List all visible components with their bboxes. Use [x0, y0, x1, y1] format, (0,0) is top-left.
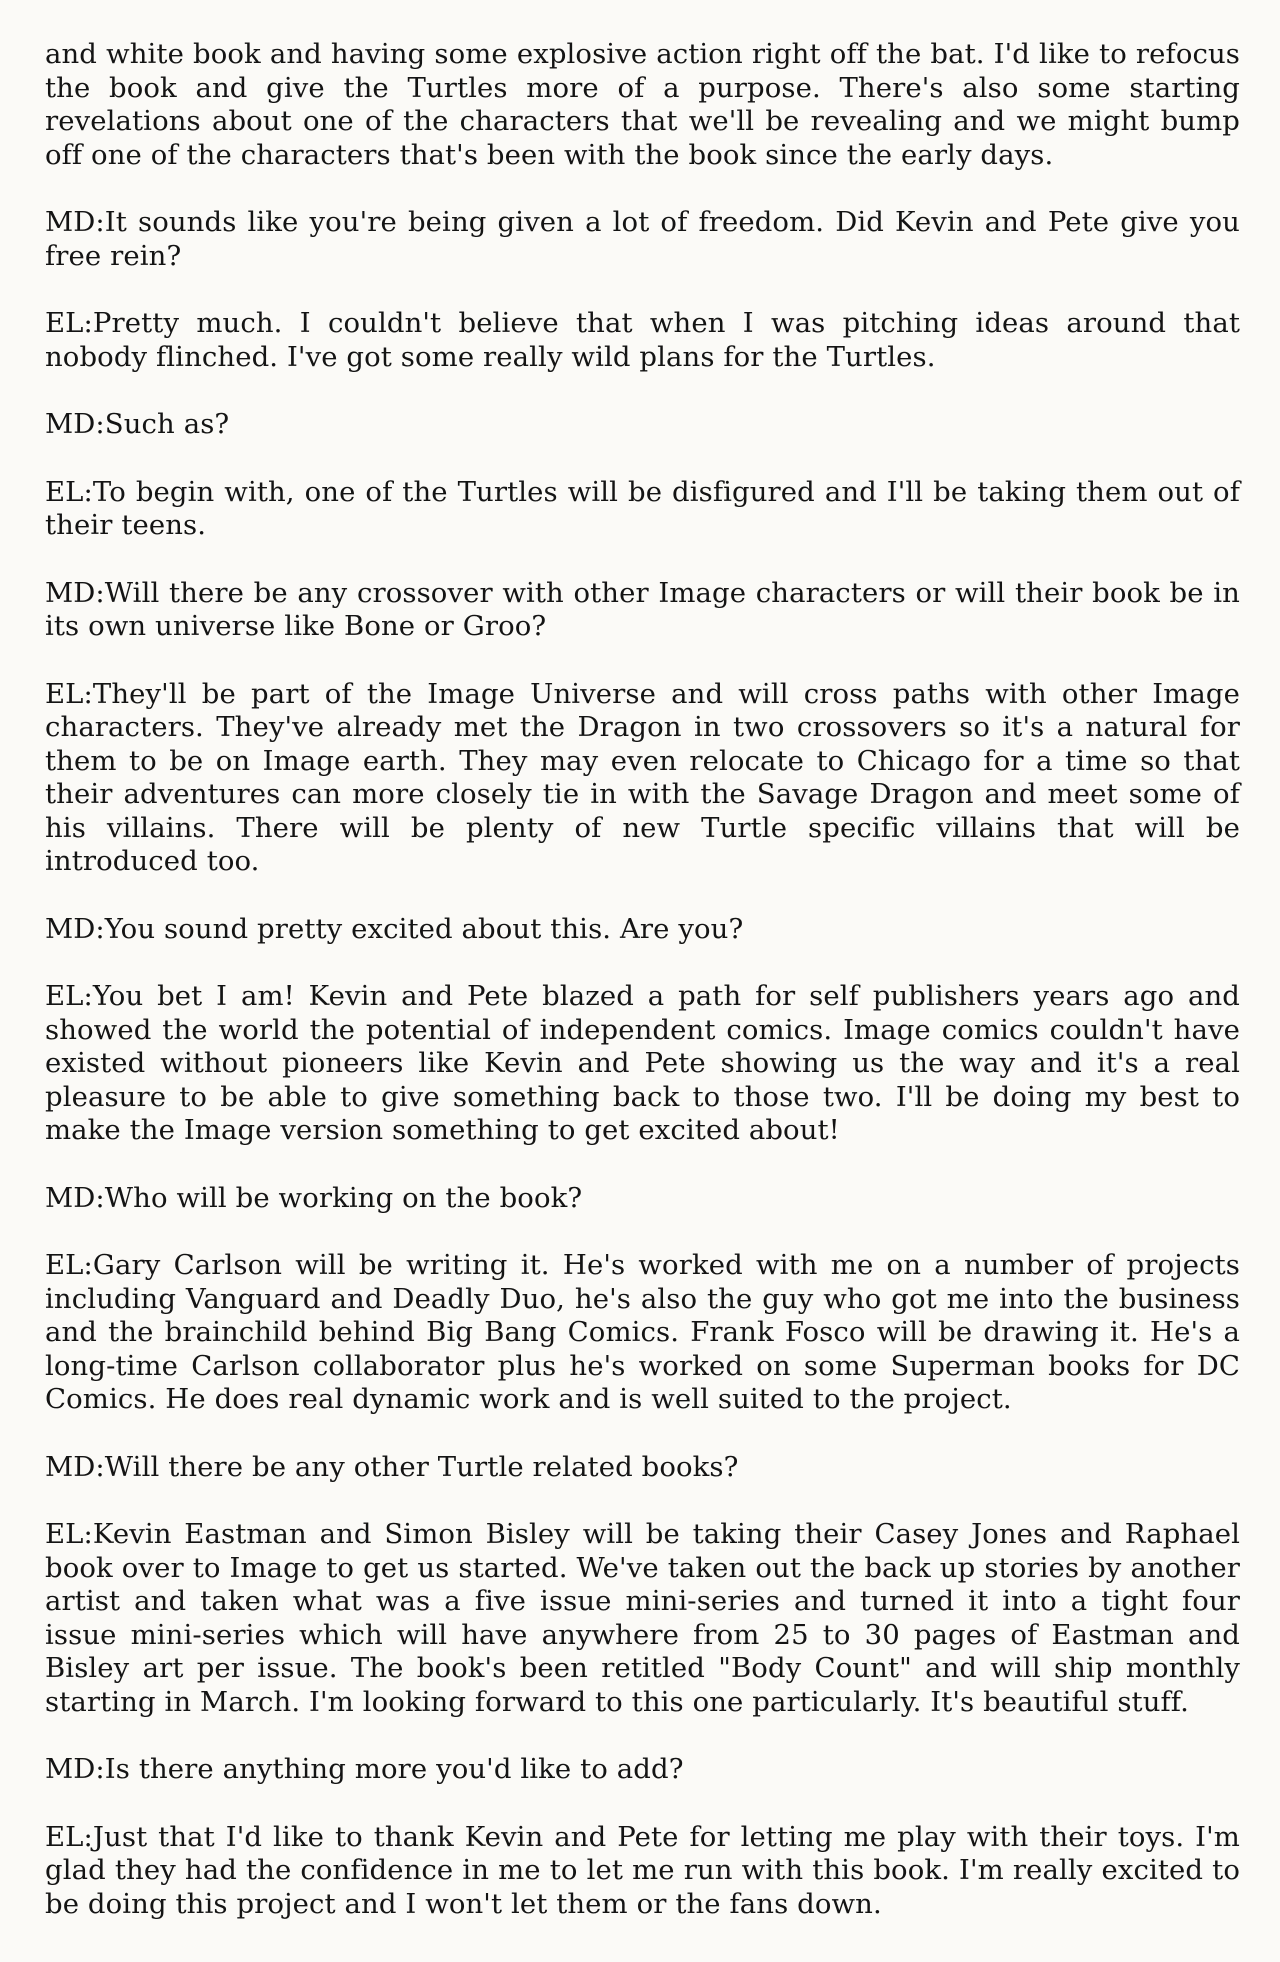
interview-answer: [45, 476, 1240, 543]
paragraph-text: Kevin Eastman and Simon Bisley will be taking their Casey Jones and Raphael book over to Image to get us started. We've taken out the back up stories by another artist and taken what was a five issue mini-series and turned it into a tight four issue mini-series which will have anywhere from 25 to 30 pages of Eastman and Bisley art per issue. The book's been retitled "Body Count" and will ship monthly starting in March. I'm looking forward to this one particularly. It's beautiful stuff.: [45, 1518, 1240, 1718]
interview-answer: [45, 1821, 1240, 1922]
paragraph-text: Gary Carlson will be writing it. He's worked with me on a number of projects including Vanguard and Deadly Duo, he's also the guy who got me into the business and the brainchild behind Big Bang Comics. Frank Fosco will be drawing it. He's a long-time Carlson collaborator plus he's worked on some Superman books for DC Comics. He does real dynamic work and is well suited to the project.: [45, 1249, 1240, 1415]
paragraph-text: Pretty much. I couldn't believe that when I was pitching ideas around that nobody flinched. I've got some really wild plans for the Turtles.: [45, 307, 1240, 373]
speaker-label: MD :: [45, 1451, 105, 1483]
interview-answer: [45, 1249, 1240, 1417]
interview-question: [45, 1451, 1240, 1485]
paragraph-text: Will there be any crossover with other Image characters or will their book be in its own universe like Bone or Groo?: [45, 576, 1240, 642]
speaker-label: MD :: [45, 1182, 105, 1214]
speaker-label: EL :: [45, 678, 93, 710]
interview-page: [45, 38, 1240, 1938]
paragraph-text: Will there be any other Turtle related books?: [104, 1450, 739, 1483]
speaker-label: MD :: [45, 408, 105, 440]
paragraph-text: You bet I am! Kevin and Pete blazed a path for self publishers years ago and showed the world the potential of independent comics. Image comics couldn't have existed without pioneers like Kevin and Pete showing us the way and it's a real pleasure to be able to give something back to those two. I'll be doing my best to make the Image version something to get excited about!: [45, 980, 1240, 1146]
paragraph-text: and white book and having some explosive action right off the bat. I'd like to refocus the book and give the Turtles more of a purpose. There's also some starting revelations about one of the characters that we'll be revealing and we might bump off one of the characters that's been with the book since the early days.: [45, 38, 1240, 171]
paragraph-text: Such as?: [104, 408, 230, 440]
speaker-label: EL :: [45, 476, 93, 508]
paragraph-text: They'll be part of the Image Universe and will cross paths with other Image characters. They've already met the Dragon in two crossovers so it's a natural for them to be on Image earth. They may even relocate to Chicago for a time so that their adventures can more closely tie in with the Savage Dragon and meet some of his villains. There will be plenty of new Turtle specific villains that will be introduced too.: [45, 677, 1240, 877]
paragraph-text: To begin with, one of the Turtles will be disfigured and I'll be taking them out of their teens.: [45, 475, 1240, 541]
speaker-label: MD :: [45, 913, 105, 945]
interview-paragraph: [45, 38, 1240, 172]
paragraph-text: It sounds like you're being given a lot of freedom. Did Kevin and Pete give you free rein?: [45, 206, 1240, 272]
speaker-label: EL :: [45, 307, 93, 339]
paragraph-text: You sound pretty excited about this. Are you?: [104, 912, 744, 945]
interview-answer: [45, 678, 1240, 879]
interview-question: [45, 1753, 1240, 1787]
paragraph-text: Is there anything more you'd like to add?: [104, 1753, 684, 1785]
interview-question: [45, 206, 1240, 273]
speaker-label: EL :: [45, 1249, 93, 1281]
interview-answer: [45, 980, 1240, 1148]
interview-question: [45, 577, 1240, 644]
speaker-label: EL :: [45, 1518, 93, 1550]
paragraph-text: Just that I'd like to thank Kevin and Pete for letting me play with their toys. I'm glad they had the confidence in me to let me run with this book. I'm really excited to be doing this project and I won't let them or the fans down.: [45, 1820, 1240, 1920]
speaker-label: EL :: [45, 1821, 93, 1853]
interview-question: [45, 408, 1240, 442]
speaker-label: EL :: [45, 980, 93, 1012]
speaker-label: MD :: [45, 1753, 105, 1785]
speaker-label: MD :: [45, 206, 105, 238]
paragraph-text: Who will be working on the book?: [104, 1181, 583, 1214]
speaker-label: MD :: [45, 577, 105, 609]
interview-answer: [45, 1518, 1240, 1719]
interview-question: [45, 1182, 1240, 1216]
interview-question: [45, 913, 1240, 947]
interview-answer: [45, 307, 1240, 374]
